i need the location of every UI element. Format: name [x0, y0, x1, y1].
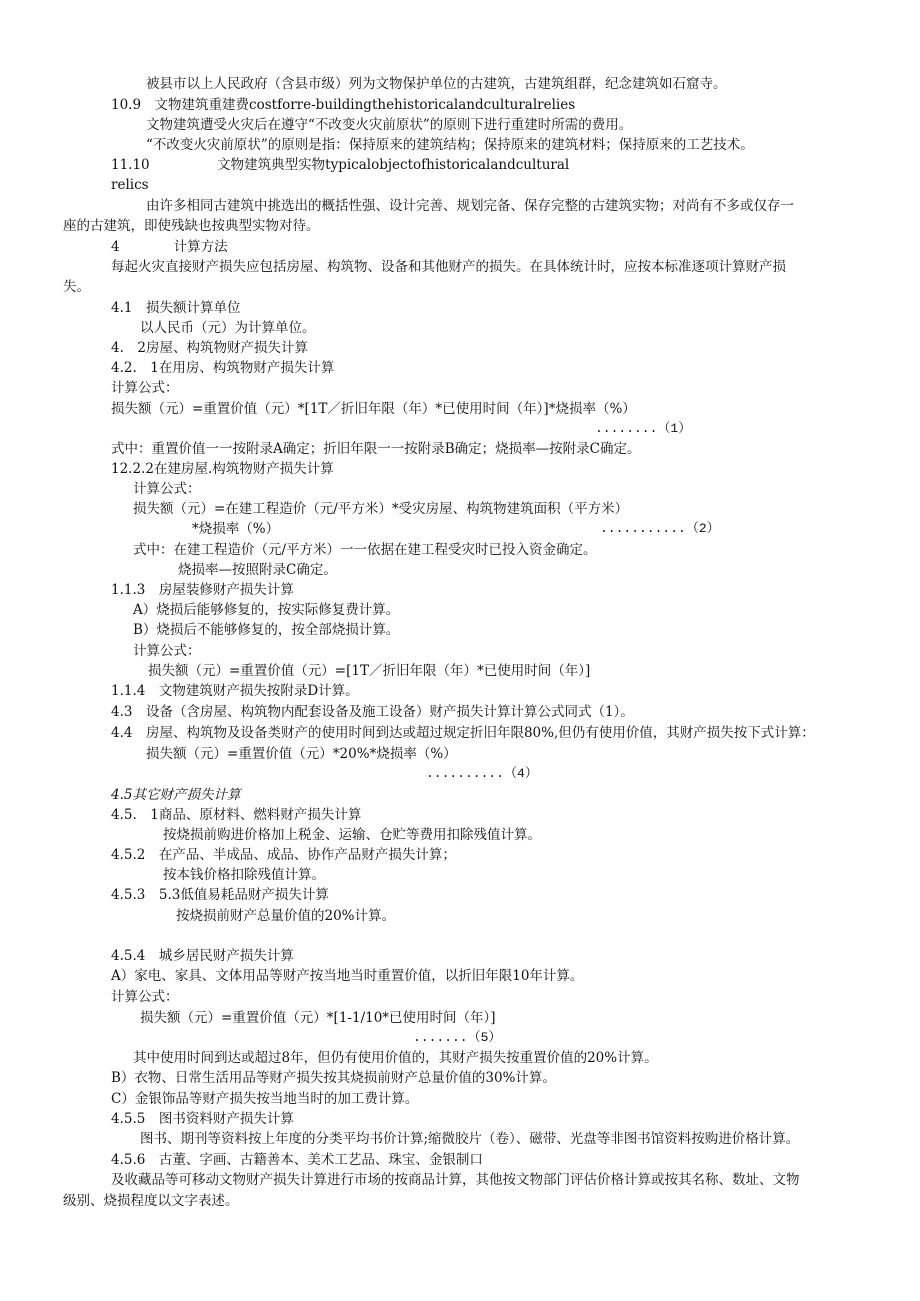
text-line: 按烧损前财产总量价值的20%计算。 [176, 908, 396, 924]
section-heading-1-1-4: 1.1.4 文物建筑财产损失按附录D计算。 [111, 683, 359, 699]
section-heading-4-5-3: 4.5.3 5.3低值易耗品财产损失计算 [111, 887, 329, 903]
section-heading-11-10: 11.10 文物建筑典型实物typicalobjectofhistoricalandcultural [111, 157, 570, 173]
section-heading-4-2: 4. 2房屋、构筑物财产损失计算 [111, 340, 308, 356]
text-line: 被县市以上人民政府（含县市级）列为文物保护单位的古建筑，古建筑组群，纪念建筑如石窟寺。 [146, 76, 727, 92]
text-line: B）衣物、日常生活用品等财产损失按其烧损前财产总量价值的30%计算。 [111, 1070, 556, 1086]
text-line: 文物建筑遭受火灾后在遵守“不改变火灾前原状”的原则下进行重建时所需的费用。 [146, 117, 633, 133]
text-line: 图书、期刊等资料按上年度的分类平均书价计算;缩微胶片（卷）、磁带、光盘等非图书馆资料按购进价格计算。 [140, 1131, 800, 1147]
text-line: 失。 [63, 279, 90, 295]
text-line: 每起火灾直接财产损失应包括房屋、构筑物、设备和其他财产的损失。在具体统计时，应按本标准逐项计算财产损 [111, 259, 786, 275]
text-line: 级别、烧损程度以文字表述。 [63, 1193, 239, 1209]
section-heading-4-1: 4.1 损失额计算单位 [111, 300, 241, 316]
text-line: 其中使用时间到达或超过8年，但仍有使用价值的，其财产损失按重置价值的20%计算。 [133, 1050, 658, 1066]
text-line: 式中：在建工程造价（元/平方米）一一依据在建工程受灾时已投入资金确定。 [133, 542, 597, 558]
text-line: 及收藏品等可移动文物财产损失计算进行市场的按商品计算，其他按文物部门评估价格计算或按其名称、数址、文物 [111, 1172, 800, 1188]
section-heading-4-5-2: 4.5.2 在产品、半成品、成品、协作产品财产损失计算； [111, 847, 456, 863]
section-heading-4-3: 4.3 设备（含房屋、构筑物内配套设备及施工设备）财产损失计算计算公式同式（1）。 [111, 704, 634, 720]
text-line: 计算公式： [111, 989, 179, 1005]
formula-2-continued: *烧损率（%） [192, 521, 280, 537]
text-line: A）烧损后能够修复的，按实际修复费计算。 [133, 602, 400, 618]
section-heading-4-5: 4.5其它财产损失计算 [111, 787, 241, 803]
formula-3: 损失额（元）=重置价值（元）=[1T／折旧年限（年）*已使用时间（年）] [148, 663, 591, 679]
text-line: 计算公式： [111, 380, 179, 396]
formula-4: 损失额（元）=重置价值（元）*20%*烧损率（%） [146, 746, 457, 762]
section-heading-4-5-6: 4.5.6 古董、字画、古籍善本、美术工艺品、珠宝、金银制口 [111, 1152, 483, 1168]
section-heading-4-4: 4.4 房屋、构筑物及设备类财产的使用时间到达或超过规定折旧年限80%,但仍有使用价值，其财产损失按下式计算： [111, 725, 815, 741]
text-line: 以人民币（元）为计算单位。 [140, 320, 316, 336]
text-line: A）家电、家具、文体用品等财产按当地当时重置价值，以折旧年限10年计算。 [111, 968, 584, 984]
text-line: 座的古建筑，即使残缺也按典型实物对待。 [63, 218, 320, 234]
section-heading-12-2-2: 12.2.2在建房屋.构筑物财产损失计算 [111, 461, 334, 477]
section-heading-10-9: 10.9 文物建筑重建费costforre-buildingthehistoricalandculturalrelies [111, 97, 576, 113]
text-line: B）烧损后不能够修复的，按全部烧损计算。 [133, 622, 400, 638]
section-heading-4-5-1: 4.5. 1商品、原材料、燃料财产损失计算 [111, 807, 362, 823]
formula-1: 损失额（元）=重置价值（元）*[1T／折旧年限（年）*已使用时间（年）]*烧损率（%） [111, 401, 636, 417]
formula-number: ..........（4） [426, 766, 538, 781]
text-line: 按本钱价格扣除残值计算。 [163, 867, 325, 883]
section-heading-4-2-1: 4.2. 1在用房、构筑物财产损失计算 [111, 360, 335, 376]
text-line: 计算公式： [133, 643, 201, 659]
text-line: 计算公式： [133, 481, 201, 497]
text-line: relics [111, 177, 149, 193]
formula-number: ........（1） [595, 421, 692, 436]
text-line: C）金银饰品等财产损失按当地当时的加工费计算。 [111, 1091, 419, 1107]
text-line: “不改变火灾前原状”的原则是指：保持原来的建筑结构；保持原来的建筑材料；保持原来的工艺技术。 [146, 137, 754, 153]
formula-number: ...........（2） [600, 521, 720, 536]
section-heading-4-5-5: 4.5.5 图书资料财产损失计算 [111, 1111, 294, 1127]
formula-2: 损失额（元）=在建工程造价（元/平方米）*受灾房屋、构筑物建筑面积（平方米） [133, 501, 629, 517]
section-heading-1-1-3: 1.1.3 房屋装修财产损失计算 [111, 582, 294, 598]
formula-number: .......（5） [413, 1030, 502, 1045]
text-line: 由许多相同古建筑中挑选出的概括性强、设计完善、规划完备、保存完整的古建筑实物；对尚有不多或仅存一 [146, 198, 794, 214]
section-heading-4: 4 计算方法 [111, 239, 228, 255]
formula-5: 损失额（元）=重置价值（元）*[1-1/10*已使用时间（年）] [140, 1010, 496, 1026]
text-line: 式中：重置价值一一按附录A确定；折旧年限一一按附录B确定；烧损率—按附录C确定。 [111, 441, 641, 457]
text-line: 按烧损前购进价格加上税金、运输、仓贮等费用扣除残值计算。 [163, 827, 541, 843]
section-heading-4-5-4: 4.5.4 城乡居民财产损失计算 [111, 948, 294, 964]
text-line: 烧损率—按照附录C确定。 [178, 562, 337, 578]
